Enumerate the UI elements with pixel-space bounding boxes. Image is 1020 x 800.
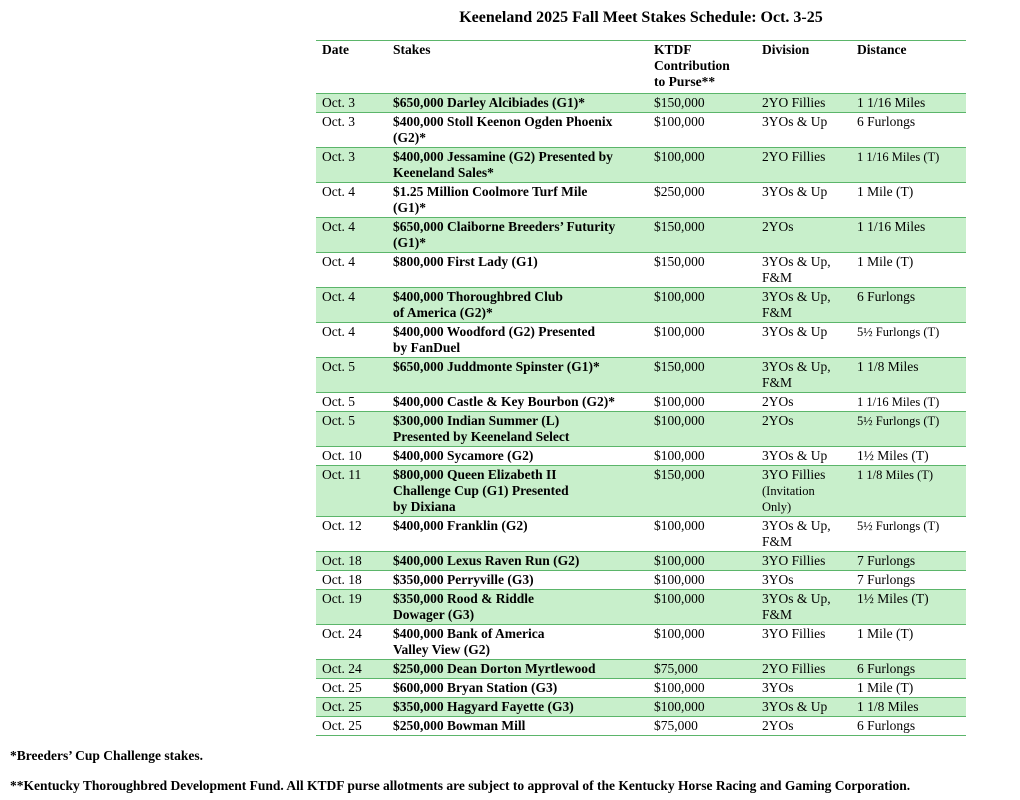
cell-stakes: [387, 218, 648, 253]
table-row: [316, 393, 966, 412]
cell-ktdf: $150,000: [648, 466, 756, 517]
stakes-line: $400,000 Lexus Raven Run (G2): [393, 553, 580, 568]
stakes-line: $400,000 Bank of America: [393, 626, 545, 641]
page-title: Keeneland 2025 Fall Meet Stakes Schedule: Oct. 3-25: [459, 9, 823, 26]
cell-ktdf: $100,000: [654, 324, 705, 339]
division-line: Only): [762, 500, 792, 514]
division-line: 2YO Fillies: [762, 149, 826, 164]
division-line: 3YOs & Up: [762, 699, 828, 714]
stakes-line: $400,000 Woodford (G2) Presented: [393, 324, 595, 339]
cell-date: Oct. 3: [316, 148, 387, 183]
stakes-line: $350,000 Rood & Riddle: [393, 591, 535, 606]
table-row: [316, 183, 966, 218]
cell-distance: 1 1/8 Miles (T): [851, 466, 966, 517]
table-body: [316, 94, 966, 736]
table-row: [316, 517, 966, 552]
cell-date: Oct. 3: [316, 94, 387, 113]
cell-distance: 1 1/8 Miles: [851, 358, 966, 393]
stakes-line: $400,000 Stoll Keenon Ogden Phoenix: [393, 114, 613, 129]
cell-distance: 1½ Miles (T): [851, 590, 966, 625]
cell-distance: 5½ Furlongs (T): [851, 412, 966, 447]
footnote-ktdf: **Kentucky Thoroughbred Development Fund. All KTDF purse allotments are subject to approval of the Kentucky Horse Racing and Gaming Corporation.: [10, 778, 911, 793]
division-line: F&M: [762, 607, 793, 622]
cell-date: Oct. 11: [316, 466, 387, 517]
cell-ktdf: $75,000: [648, 660, 756, 679]
cell-ktdf: $150,000: [648, 218, 756, 253]
cell-stakes: [387, 183, 648, 218]
cell-stakes: [387, 717, 648, 736]
cell-distance: 5½ Furlongs (T): [857, 325, 940, 339]
division-line: 2YOs: [762, 219, 794, 234]
cell-division: [756, 358, 851, 393]
cell-stakes: [387, 412, 648, 447]
cell-division: [756, 466, 851, 517]
cell-date: Oct. 24: [322, 626, 362, 641]
table-row: [316, 113, 966, 148]
division-line: F&M: [762, 534, 793, 549]
division-line: 3YOs: [762, 680, 794, 695]
cell-division: [756, 625, 851, 660]
stakes-line: $300,000 Indian Summer (L): [393, 413, 560, 428]
stakes-line: (G1)*: [393, 200, 426, 215]
table-row: [316, 218, 966, 253]
division-line: F&M: [762, 270, 793, 285]
cell-division: [756, 517, 851, 552]
table-row: [316, 94, 966, 113]
cell-distance: 7 Furlongs: [857, 572, 916, 587]
cell-distance: 1 1/16 Miles: [851, 94, 966, 113]
division-line: 3YOs & Up,: [762, 359, 831, 374]
stakes-schedule-table: [316, 40, 966, 736]
table-row: [316, 253, 966, 288]
header-ktdf-line: Contribution: [654, 58, 730, 73]
cell-distance: 1½ Miles (T): [857, 448, 929, 463]
cell-ktdf: $100,000: [654, 518, 705, 533]
stakes-line: $650,000 Juddmonte Spinster (G1)*: [393, 359, 600, 374]
cell-division: [756, 253, 851, 288]
division-line: 2YO Fillies: [762, 661, 826, 676]
cell-ktdf: $100,000: [648, 148, 756, 183]
cell-distance: 1 1/8 Miles: [851, 698, 966, 717]
division-line: 3YOs & Up: [762, 114, 828, 129]
stakes-line: Dowager (G3): [393, 607, 475, 622]
stakes-line: by Dixiana: [393, 499, 456, 514]
cell-ktdf: $75,000: [654, 718, 698, 733]
stakes-line: (G2)*: [393, 130, 426, 145]
cell-stakes: [387, 94, 648, 113]
cell-ktdf: $250,000: [654, 184, 705, 199]
division-line: (Invitation: [762, 484, 815, 498]
division-line: 3YOs & Up: [762, 448, 828, 463]
cell-division: [756, 660, 851, 679]
division-line: 3YOs & Up,: [762, 254, 831, 269]
table-row: [316, 698, 966, 717]
header-stakes: Stakes: [393, 42, 431, 57]
cell-date: Oct. 25: [316, 698, 387, 717]
cell-stakes: [387, 517, 648, 552]
cell-ktdf: $100,000: [654, 572, 705, 587]
cell-ktdf: $150,000: [648, 358, 756, 393]
cell-ktdf: $100,000: [654, 114, 705, 129]
table-row: [316, 660, 966, 679]
cell-stakes: [387, 148, 648, 183]
division-line: 3YOs: [762, 572, 794, 587]
cell-date: Oct. 4: [316, 288, 387, 323]
header-ktdf-line: to Purse**: [654, 74, 716, 89]
table-row: [316, 466, 966, 517]
cell-date: Oct. 5: [316, 412, 387, 447]
cell-division: [756, 288, 851, 323]
cell-date: Oct. 4: [322, 184, 355, 199]
stakes-line: $250,000 Bowman Mill: [393, 718, 526, 733]
cell-stakes: [387, 590, 648, 625]
division-line: 2YO Fillies: [762, 95, 826, 110]
stakes-line: Challenge Cup (G1) Presented: [393, 483, 569, 498]
table-row: [316, 358, 966, 393]
header-date: Date: [322, 42, 349, 57]
stakes-line: $800,000 Queen Elizabeth II: [393, 467, 557, 482]
stakes-line: $400,000 Thoroughbred Club: [393, 289, 563, 304]
cell-division: [756, 148, 851, 183]
stakes-line: Keeneland Sales*: [393, 165, 494, 180]
header-ktdf: [648, 41, 756, 94]
stakes-line: $650,000 Claiborne Breeders’ Futurity: [393, 219, 616, 234]
table-row: [316, 148, 966, 183]
division-line: 2YOs: [762, 413, 794, 428]
cell-date: Oct. 4: [322, 324, 355, 339]
header-distance: Distance: [857, 42, 907, 57]
cell-date: Oct. 12: [322, 518, 362, 533]
cell-date: Oct. 25: [322, 680, 362, 695]
table-row: [316, 552, 966, 571]
division-line: 2YOs: [762, 718, 794, 733]
cell-ktdf: $150,000: [654, 254, 705, 269]
cell-division: [756, 218, 851, 253]
cell-stakes: [387, 660, 648, 679]
stakes-line: $1.25 Million Coolmore Turf Mile: [393, 184, 588, 199]
division-line: 3YO Fillies: [762, 553, 826, 568]
cell-date: Oct. 4: [322, 254, 355, 269]
cell-division: [756, 447, 851, 466]
division-line: 3YOs & Up,: [762, 591, 831, 606]
cell-ktdf: $100,000: [654, 394, 705, 409]
division-line: F&M: [762, 305, 793, 320]
cell-division: [756, 323, 851, 358]
stakes-line: $650,000 Darley Alcibiades (G1)*: [393, 95, 585, 110]
stakes-line: of America (G2)*: [393, 305, 493, 320]
footnote-breeders-cup: *Breeders’ Cup Challenge stakes.: [10, 748, 203, 763]
division-line: 3YOs & Up,: [762, 518, 831, 533]
cell-distance: 1 Mile (T): [857, 680, 914, 695]
stakes-line: $600,000 Bryan Station (G3): [393, 680, 558, 695]
table-row: [316, 590, 966, 625]
cell-date: Oct. 5: [316, 358, 387, 393]
cell-date: Oct. 10: [322, 448, 362, 463]
cell-distance: 1 1/16 Miles: [851, 218, 966, 253]
cell-distance: 6 Furlongs: [857, 114, 916, 129]
cell-date: Oct. 5: [322, 394, 355, 409]
stakes-line: Valley View (G2): [393, 642, 490, 657]
cell-stakes: [387, 358, 648, 393]
cell-division: [756, 113, 851, 148]
cell-ktdf: $100,000: [648, 698, 756, 717]
cell-stakes: [387, 288, 648, 323]
table-row: [316, 288, 966, 323]
cell-stakes: [387, 466, 648, 517]
cell-stakes: [387, 393, 648, 412]
cell-ktdf: $150,000: [648, 94, 756, 113]
stakes-line: $400,000 Castle & Key Bourbon (G2)*: [393, 394, 615, 409]
cell-division: [756, 679, 851, 698]
division-line: 3YOs & Up,: [762, 289, 831, 304]
cell-division: [756, 717, 851, 736]
cell-distance: 1 Mile (T): [857, 184, 914, 199]
cell-distance: 6 Furlongs: [851, 660, 966, 679]
division-line: 3YO Fillies: [762, 467, 826, 482]
cell-stakes: [387, 113, 648, 148]
division-line: 3YO Fillies: [762, 626, 826, 641]
cell-stakes: [387, 552, 648, 571]
cell-division: [756, 94, 851, 113]
table-row: [316, 412, 966, 447]
cell-date: Oct. 25: [322, 718, 362, 733]
stakes-line: by FanDuel: [393, 340, 461, 355]
cell-date: Oct. 24: [316, 660, 387, 679]
division-line: 3YOs & Up: [762, 184, 828, 199]
cell-distance: 1 1/16 Miles (T): [851, 148, 966, 183]
table-row: [316, 679, 966, 698]
cell-division: [756, 393, 851, 412]
header-division: Division: [762, 42, 810, 57]
cell-ktdf: $100,000: [648, 412, 756, 447]
cell-division: [756, 183, 851, 218]
table-row: [316, 571, 966, 590]
cell-stakes: [387, 571, 648, 590]
cell-stakes: [387, 625, 648, 660]
stakes-line: $400,000 Franklin (G2): [393, 518, 528, 533]
division-line: 3YOs & Up: [762, 324, 828, 339]
cell-division: [756, 571, 851, 590]
table-header-row: [316, 41, 966, 94]
stakes-line: $350,000 Perryville (G3): [393, 572, 534, 587]
stakes-line: $250,000 Dean Dorton Myrtlewood: [393, 661, 596, 676]
cell-ktdf: $100,000: [648, 288, 756, 323]
table-row: [316, 447, 966, 466]
cell-distance: 1 Mile (T): [857, 254, 914, 269]
table-row: [316, 717, 966, 736]
table-row: [316, 323, 966, 358]
cell-distance: 7 Furlongs: [851, 552, 966, 571]
cell-ktdf: $100,000: [648, 552, 756, 571]
cell-date: Oct. 18: [322, 572, 362, 587]
cell-stakes: [387, 447, 648, 466]
cell-stakes: [387, 253, 648, 288]
cell-date: Oct. 19: [316, 590, 387, 625]
cell-stakes: [387, 679, 648, 698]
cell-distance: 1 1/16 Miles (T): [857, 395, 940, 409]
division-line: 2YOs: [762, 394, 794, 409]
cell-stakes: [387, 698, 648, 717]
cell-division: [756, 590, 851, 625]
division-line: F&M: [762, 375, 793, 390]
cell-ktdf: $100,000: [648, 590, 756, 625]
header-ktdf-line: KTDF: [654, 42, 692, 57]
stakes-line: $800,000 First Lady (G1): [393, 254, 538, 269]
stakes-line: Presented by Keeneland Select: [393, 429, 570, 444]
cell-ktdf: $100,000: [654, 626, 705, 641]
cell-ktdf: $100,000: [654, 680, 705, 695]
cell-distance: 1 Mile (T): [857, 626, 914, 641]
cell-division: [756, 552, 851, 571]
cell-division: [756, 412, 851, 447]
stakes-line: (G1)*: [393, 235, 426, 250]
cell-date: Oct. 4: [316, 218, 387, 253]
stakes-line: $400,000 Sycamore (G2): [393, 448, 534, 463]
stakes-line: $400,000 Jessamine (G2) Presented by: [393, 149, 613, 164]
cell-stakes: [387, 323, 648, 358]
cell-distance: 6 Furlongs: [851, 288, 966, 323]
cell-ktdf: $100,000: [654, 448, 705, 463]
cell-distance: 5½ Furlongs (T): [857, 519, 940, 533]
cell-division: [756, 698, 851, 717]
stakes-line: $350,000 Hagyard Fayette (G3): [393, 699, 574, 714]
cell-distance: 6 Furlongs: [857, 718, 916, 733]
cell-date: Oct. 3: [322, 114, 355, 129]
table-row: [316, 625, 966, 660]
cell-date: Oct. 18: [316, 552, 387, 571]
